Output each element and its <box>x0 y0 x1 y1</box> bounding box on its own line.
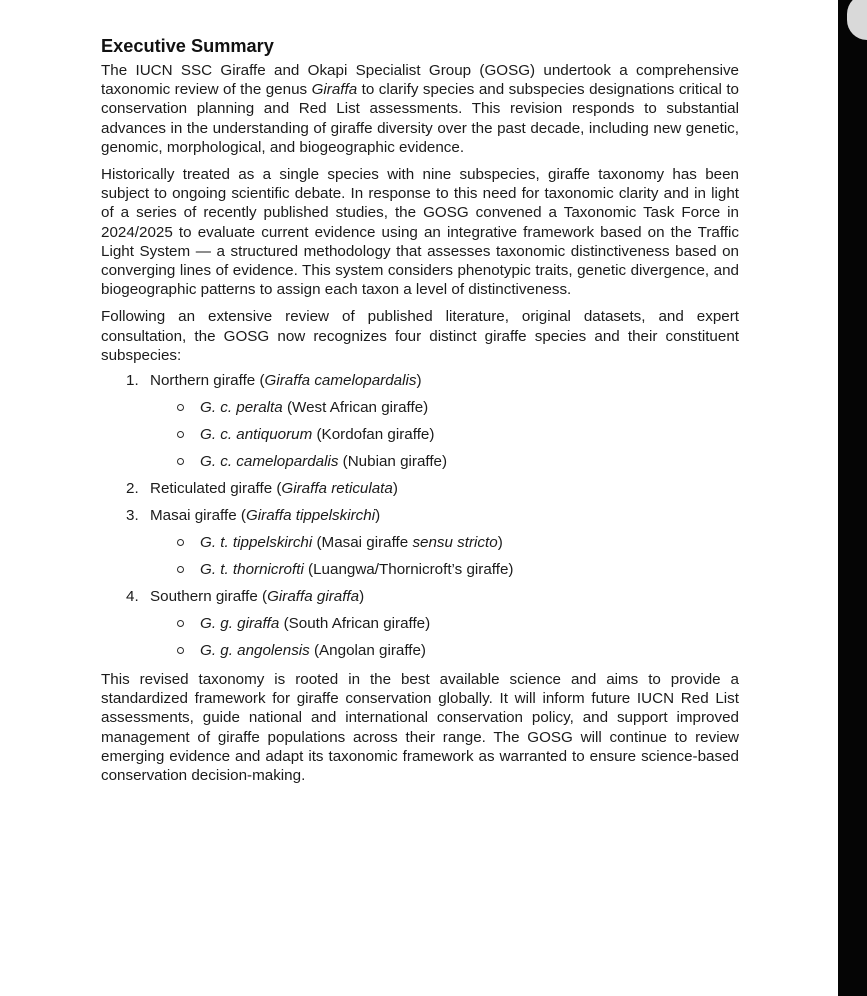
species-item <box>101 502 739 583</box>
species-latin-name: Giraffa tippelskirchi <box>245 507 376 525</box>
subspecies-list <box>101 529 739 583</box>
subspecies-list <box>101 394 739 475</box>
species-common-name: Southern giraffe ( <box>150 588 268 606</box>
species-close-paren: ) <box>375 507 381 525</box>
species-line <box>101 367 739 394</box>
hollow-bullet-icon <box>177 566 184 573</box>
species-item <box>101 367 739 475</box>
species-number: 1. <box>126 372 139 390</box>
hollow-bullet-icon <box>177 431 184 438</box>
species-name <box>150 367 422 394</box>
subspecies-item <box>101 529 739 556</box>
subspecies-latin-name: G. c. antiquorum <box>200 426 313 444</box>
species-list <box>101 367 739 664</box>
subspecies-latin-name: G. t. tippelskirchi <box>200 534 313 552</box>
subspecies-latin-name: G. c. camelopardalis <box>200 453 339 471</box>
subspecies-common-name: (Luangwa/Thornicroft’s giraffe) <box>303 561 514 579</box>
species-common-name: Northern giraffe ( <box>150 372 265 390</box>
paragraph-findings: Following an extensive review of published literature, original datasets, and expert consultation, the GOSG now recognizes four distinct giraffe species and their constituent subspecies: <box>101 308 739 364</box>
section-heading: Executive Summary <box>101 36 274 56</box>
hollow-bullet-icon <box>177 404 184 411</box>
hollow-bullet-icon <box>177 539 184 546</box>
subspecies-item <box>101 637 739 664</box>
subspecies-qualifier: sensu stricto <box>412 534 498 552</box>
species-number: 4. <box>126 588 139 606</box>
subspecies-latin-name: G. g. angolensis <box>200 642 310 660</box>
subspecies-common-name: (South African giraffe) <box>279 615 431 633</box>
document-content <box>101 35 739 785</box>
genus-name: Giraffa <box>311 81 358 99</box>
paragraph-conclusion: This revised taxonomy is rooted in the best available science and aims to provide a standardized framework for giraffe conservation globally. It will inform future IUCN Red List assessments, guide national and international conservation policy, and support improved management of giraffe populations across their range. The GOSG will continue to review emerging evidence and adapt its taxonomic framework as warranted to ensure science-based conservation decision-making. <box>101 671 739 785</box>
subspecies-item <box>101 421 739 448</box>
subspecies-common-name: (Masai giraffe <box>312 534 413 552</box>
subspecies-latin-name: G. g. giraffa <box>200 615 280 633</box>
paragraph-history: Historically treated as a single species with nine subspecies, giraffe taxonomy has been subject to ongoing scientific debate. In response to this need for taxonomic clarity and in light of a series of recently published studies, the GOSG convened a Taxonomic Task Force in 2024/2025 to evaluate current evidence using an integrative framework based on the Traffic Light System — a structured methodology that assesses taxonomic distinctiveness based on converging lines of evidence. This system considers phenotypic traits, genetic divergence, and biogeographic patterns to assign each taxon a level of distinctiveness. <box>101 166 739 299</box>
subspecies-common-name: (Nubian giraffe) <box>338 453 448 471</box>
subspecies-item <box>101 394 739 421</box>
subspecies-latin-name: G. c. peralta <box>200 399 283 417</box>
species-latin-name: Giraffa reticulata <box>281 480 393 498</box>
species-item <box>101 475 739 502</box>
species-close-paren: ) <box>359 588 365 606</box>
species-name <box>150 475 398 502</box>
species-close-paren: ) <box>392 480 398 498</box>
species-number: 2. <box>126 480 139 498</box>
species-line <box>101 502 739 529</box>
species-name <box>150 502 380 529</box>
paragraph-intro-part-b: to clarify species and subspecies designations critical to conservation planning and Red List assessments. This revision responds to substantial advances in the understanding of giraffe diversity over the past decade, including new genetic, genomic, morphological, and biogeographic evidence. <box>101 81 739 156</box>
subspecies-item <box>101 610 739 637</box>
species-line <box>101 475 739 502</box>
species-common-name: Reticulated giraffe ( <box>150 480 282 498</box>
species-close-paren: ) <box>416 372 422 390</box>
subspecies-common-name: (Kordofan giraffe) <box>312 426 435 444</box>
subspecies-list <box>101 610 739 664</box>
hollow-bullet-icon <box>177 647 184 654</box>
hollow-bullet-icon <box>177 458 184 465</box>
subspecies-item <box>101 448 739 475</box>
species-name <box>150 583 364 610</box>
subspecies-item <box>101 556 739 583</box>
paragraph-intro <box>101 61 739 157</box>
species-common-name: Masai giraffe ( <box>150 507 246 525</box>
side-edge-bar <box>838 0 867 996</box>
paragraph-intro-part-a: The IUCN SSC Giraffe and Okapi Specialist Group (GOSG) undertook a comprehensive taxonomic review of the genus <box>101 62 739 99</box>
subspecies-latin-name: G. t. thornicrofti <box>200 561 304 579</box>
species-latin-name: Giraffa giraffa <box>267 588 360 606</box>
subspecies-close-paren: ) <box>497 534 503 552</box>
subspecies-common-name: (West African giraffe) <box>282 399 429 417</box>
species-number: 3. <box>126 507 139 525</box>
species-line <box>101 583 739 610</box>
species-item <box>101 583 739 664</box>
subspecies-common-name: (Angolan giraffe) <box>309 642 426 660</box>
hollow-bullet-icon <box>177 620 184 627</box>
species-latin-name: Giraffa camelopardalis <box>264 372 417 390</box>
